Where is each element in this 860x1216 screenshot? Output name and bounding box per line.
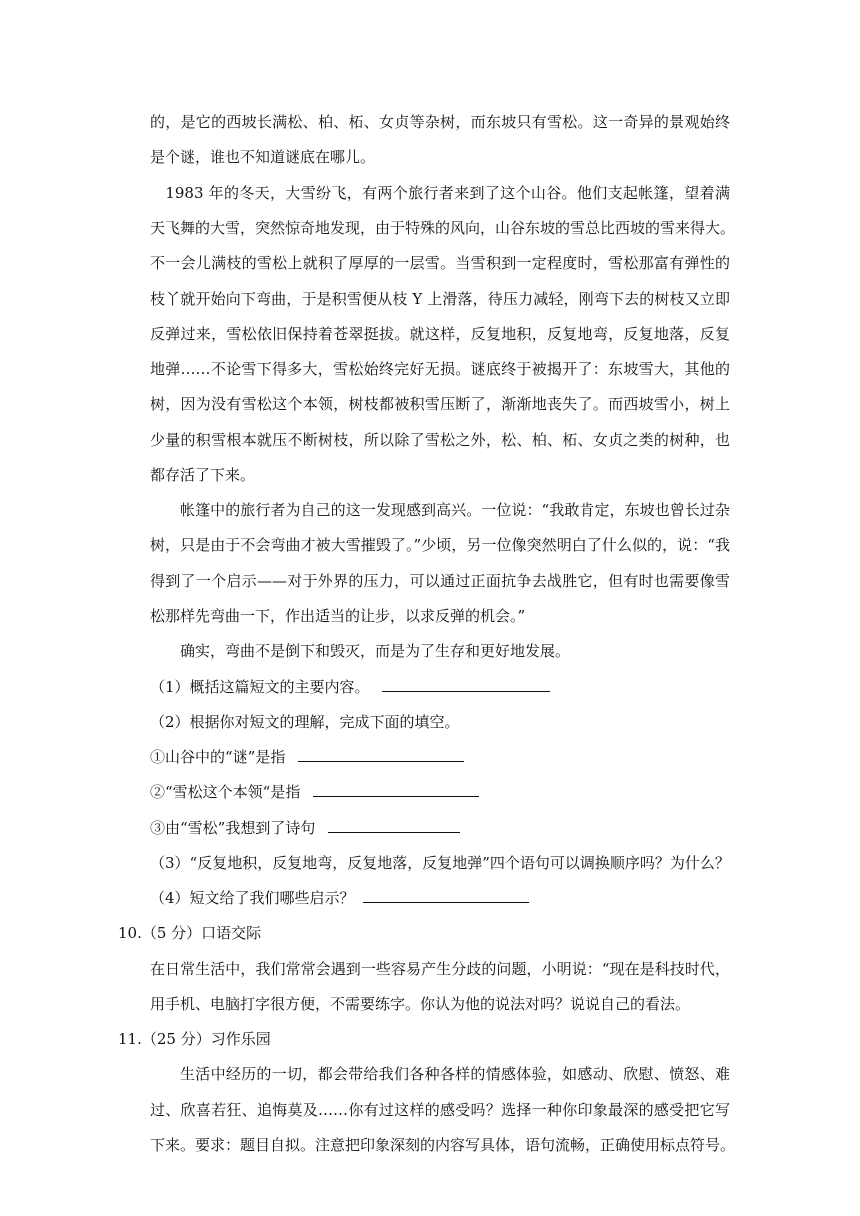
section-11-line: 生活中经历的一切，都会带给我们各种各样的情感体验，如感动、欣慰、愤怒、难 bbox=[180, 1065, 730, 1083]
answer-blank-1[interactable] bbox=[382, 677, 550, 692]
passage-line: 1983 年的冬天，大雪纷飞，有两个旅行者来到了这个山谷。他们支起帐篷，望着满 bbox=[150, 184, 730, 202]
passage-line: 地弹……不论雪下得多大，雪松始终完好无损。谜底终于被揭开了：东坡雪大，其他的 bbox=[150, 360, 730, 378]
passage-line: 反弹过来，雪松依旧保持着苍翠挺拔。就这样，反复地积，反复地弯，反复地落，反复 bbox=[150, 325, 730, 343]
passage-line: 得到了一个启示——对于外界的压力，可以通过正面抗争去战胜它，但有时也需要像雪 bbox=[150, 572, 730, 590]
passage-line: 帐篷中的旅行者为自己的这一发现感到高兴。一位说：“我敢肯定，东坡也曾长过杂 bbox=[180, 501, 730, 519]
question-4 bbox=[150, 888, 529, 908]
passage-line: 天飞舞的大雪，突然惊奇地发现，由于特殊的风向，山谷东坡的雪总比西坡的雪来得大。 bbox=[150, 219, 736, 237]
section-11-line: 过、欣喜若狂、追悔莫及……你有过这样的感受吗？选择一种你印象最深的感受把它写 bbox=[150, 1101, 730, 1119]
passage-line: 少量的积雪根本就压不断树枝，所以除了雪松之外，松、柏、柘、女贞之类的树种，也 bbox=[150, 431, 730, 449]
question-2-3-text: ③由“雪松”我想到了诗句 bbox=[150, 819, 316, 837]
answer-blank-4[interactable] bbox=[363, 888, 529, 903]
answer-blank-2-1[interactable] bbox=[298, 747, 464, 762]
section-11-line: 下来。要求：题目自拟。注意把印象深刻的内容写具体，语句流畅，正确使用标点符号。 bbox=[150, 1136, 736, 1154]
section-10-heading: 10.（5 分）口语交际 bbox=[118, 924, 262, 942]
question-2-2 bbox=[150, 782, 479, 802]
passage-line: 都存活了下来。 bbox=[150, 466, 256, 484]
question-3: （3）“反复地积，反复地弯，反复地落，反复地弹”四个语句可以调换顺序吗？为什么？ bbox=[150, 854, 730, 872]
passage-line: 松那样先弯曲一下，作出适当的让步，以求反弹的机会。” bbox=[150, 607, 526, 625]
question-1-text: （1）概括这篇短文的主要内容。 bbox=[150, 678, 370, 696]
section-10-line: 在日常生活中，我们常常会遇到一些容易产生分歧的问题，小明说：“现在是科技时代， bbox=[150, 960, 730, 978]
section-11-heading: 11.（25 分）习作乐园 bbox=[118, 1030, 271, 1048]
question-1 bbox=[150, 677, 550, 697]
question-2: （2）根据你对短文的理解，完成下面的填空。 bbox=[150, 713, 460, 731]
passage-line: 树，因为没有雪松这个本领，树枝都被积雪压断了，渐渐地丧失了。而西坡雪小，树上 bbox=[150, 395, 730, 413]
answer-blank-2-3[interactable] bbox=[328, 818, 460, 833]
passage-line: 树，只是由于不会弯曲才被大雪摧毁了。”少顷，另一位像突然明白了什么似的，说：“我 bbox=[150, 536, 730, 554]
question-2-2-text: ②“雪松这个本领“是指 bbox=[150, 783, 301, 801]
question-2-1-text: ①山谷中的“谜”是指 bbox=[150, 748, 286, 766]
passage-line: 是个谜，谁也不知道谜底在哪儿。 bbox=[150, 148, 376, 166]
question-2-3 bbox=[150, 818, 460, 838]
passage-line: 确实，弯曲不是倒下和毁灭，而是为了生存和更好地发展。 bbox=[180, 642, 571, 660]
passage-line: 枝丫就开始向下弯曲，于是积雪便从枝 Y 上滑落，待压力减轻，刚弯下去的树枝又立即 bbox=[150, 290, 730, 308]
passage-line: 的，是它的西坡长满松、柏、柘、女贞等杂树，而东坡只有雪松。这一奇异的景观始终 bbox=[150, 113, 730, 131]
question-4-text: （4）短文给了我们哪些启示？ bbox=[150, 889, 355, 907]
answer-blank-2-2[interactable] bbox=[313, 782, 479, 797]
passage-line: 不一会儿满枝的雪松上就积了厚厚的一层雪。当雪积到一定程度时，雪松那富有弹性的 bbox=[150, 254, 730, 272]
section-10-line: 用手机、电脑打字很方便，不需要练字。你认为他的说法对吗？说说自己的看法。 bbox=[150, 995, 691, 1013]
question-2-1 bbox=[150, 747, 464, 767]
